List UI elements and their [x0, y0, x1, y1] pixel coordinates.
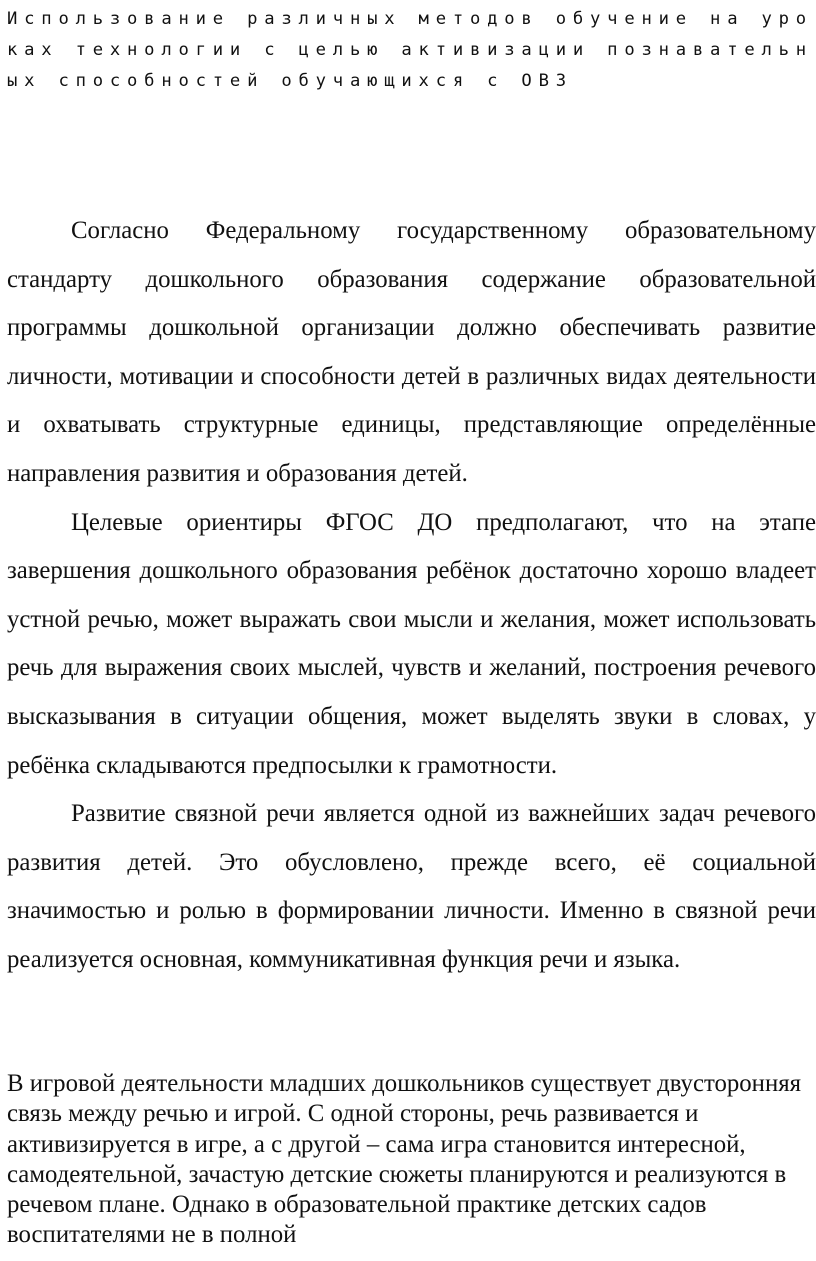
document-body	[7, 207, 816, 985]
paragraph-fgos-standard: Согласно Федеральному государственному образовательному стандарту дошкольного образования содержание образовательной программы дошкольной организации должно обеспечивать развитие личности, мотивации и способности детей в различных видах деятельности и охватывать структурные единицы, представляющие определённые направления развития и образования детей.	[7, 217, 816, 487]
paragraph-play-activity: В игровой деятельности младших дошкольников существует двусторонняя связь между речью и игрой. С одной стороны, речь развивается и активизируется в игре, а с другой – сама игра становится интересной, самодеятельной, зачастую детские сюжеты планируются и реализуются в речевом плане. Однако в образовательной практике детских садов воспитателями не в полной	[7, 1070, 802, 1249]
paragraph-target-guidelines: Целевые ориентиры ФГОС ДО предполагают, что на этапе завершения дошкольного образования ребёнок достаточно хорошо владеет устной речью, может выражать свои мысли и желания, может использовать речь для выражения своих мыслей, чувств и желаний, построения речевого высказывания в ситуации общения, может выделять звуки в словах, у ребёнка складываются предпосылки к грамотности.	[7, 508, 816, 779]
paragraph-coherent-speech: Развитие связной речи является одной из важнейших задач речевого развития детей. Это обусловлено, прежде всего, её социальной значимостью и ролью в формировании личности. Именно в связной речи реализуется основная, коммуникативная функция речи и языка.	[7, 800, 816, 973]
document-title: Использование различных методов обучение на уроках технологии с целью активизации познавательных способностей обучающихся с ОВЗ	[7, 9, 813, 91]
